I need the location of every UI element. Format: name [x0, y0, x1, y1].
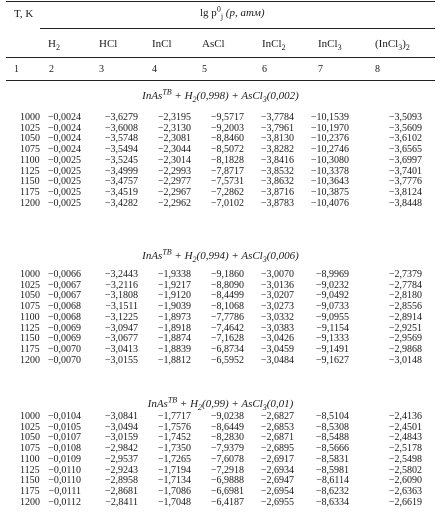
- col-number: 7: [318, 64, 323, 75]
- cell-ascl: −7,8717: [210, 165, 244, 177]
- col-number: 6: [262, 64, 267, 75]
- cell-incl: −2,3195: [157, 112, 191, 123]
- cell-incl3: −9,1627: [315, 354, 349, 366]
- cell-incl: −1,7717: [157, 411, 191, 422]
- cell-incl2: −3,0484: [260, 354, 294, 366]
- col-number: 4: [152, 64, 157, 75]
- cell-incl3-dimer: −3,5609: [388, 122, 422, 134]
- cell-incl3-dimer: −3,5093: [388, 112, 422, 123]
- cell-incl2: −2,6895: [260, 443, 294, 455]
- cell-incl: −1,7048: [157, 496, 191, 508]
- cell-temperature: 1000: [20, 411, 40, 422]
- cell-hcl: −3,4519: [104, 186, 138, 198]
- pressure-group-header: [200, 4, 265, 22]
- column-number-rule: [6, 80, 435, 81]
- cell-temperature: 1125: [20, 322, 40, 334]
- cell-h2: −0,0109: [47, 453, 81, 465]
- cell-incl2: −3,7961: [260, 122, 294, 134]
- cell-temperature: 1000: [20, 269, 40, 280]
- cell-hcl: −3,5494: [104, 144, 138, 156]
- col-header-incl: InCl: [152, 38, 172, 50]
- group-sub: j: [220, 12, 224, 22]
- table-row: [0, 355, 441, 366]
- cell-incl2: −3,8716: [260, 186, 294, 198]
- cell-incl: −2,3130: [157, 122, 191, 134]
- table-row: [0, 133, 441, 144]
- table-row: [0, 112, 441, 123]
- cell-incl: −2,2977: [157, 176, 191, 188]
- group-tail: (p, атм): [223, 7, 265, 19]
- cell-incl: −1,8918: [157, 322, 191, 334]
- cell-temperature: 1150: [20, 176, 40, 188]
- cell-incl2: −3,8130: [260, 133, 294, 145]
- cell-incl2: −2,6871: [260, 432, 294, 444]
- header-group-rule: [40, 28, 435, 29]
- cell-h2: −0,0066: [47, 269, 81, 280]
- cell-incl3-dimer: −2,9868: [388, 343, 422, 355]
- cell-hcl: −3,0947: [104, 322, 138, 334]
- cell-incl3-dimer: −2,4501: [388, 421, 422, 433]
- cell-incl: −2,2993: [157, 165, 191, 177]
- cell-temperature: 1100: [20, 453, 40, 465]
- cell-ascl: −7,2862: [210, 186, 244, 198]
- cell-incl3: −10,3643: [310, 176, 349, 188]
- table-row: [0, 344, 441, 355]
- cell-hcl: −3,0159: [104, 432, 138, 444]
- cell-incl3-dimer: −2,7784: [388, 279, 422, 291]
- cell-hcl: −2,9537: [104, 453, 138, 465]
- cell-incl3-dimer: −2,8914: [388, 311, 422, 323]
- table-row: [0, 290, 441, 301]
- cell-temperature: 1050: [20, 290, 40, 302]
- cell-incl3-dimer: −3,0148: [388, 354, 422, 366]
- cell-temperature: 1150: [20, 475, 40, 487]
- cell-incl3-dimer: −3,8124: [388, 186, 422, 198]
- cell-incl: −2,3081: [157, 133, 191, 145]
- cell-incl3: −9,1491: [315, 343, 349, 355]
- cell-incl3-dimer: −2,4843: [388, 432, 422, 444]
- cell-ascl: −7,1628: [210, 333, 244, 345]
- cell-ascl: −8,8090: [210, 279, 244, 291]
- table-row: [0, 497, 441, 508]
- col-number: 8: [375, 64, 380, 75]
- section-title: InAs$^{ТВ}$ + $H_2(0,99)$ + AsCl$_3$(0,01): [147, 395, 294, 413]
- col-header-ascl: AsCl: [202, 38, 225, 50]
- cell-incl3: −9,1154: [316, 322, 349, 334]
- cell-incl3: −9,0733: [315, 301, 349, 313]
- cell-h2: −0,0025: [47, 197, 81, 209]
- cell-ascl: −8,4499: [210, 290, 244, 302]
- cell-h2: −0,0025: [47, 176, 81, 188]
- cell-incl3-dimer: −3,6565: [388, 144, 422, 156]
- cell-hcl: −3,6008: [104, 122, 138, 134]
- cell-h2: −0,0070: [47, 343, 81, 355]
- table-row: [0, 475, 441, 486]
- col-number: 1: [14, 64, 19, 75]
- header-bottom-rule: [6, 57, 435, 58]
- cell-hcl: −2,9243: [104, 464, 138, 476]
- table-row: [0, 443, 441, 454]
- cell-incl: −1,7134: [157, 475, 191, 487]
- cell-incl3-dimer: −2,8556: [388, 301, 422, 313]
- cell-incl3: −8,6114: [316, 475, 349, 487]
- cell-incl: −1,7576: [157, 421, 191, 433]
- cell-hcl: −3,0677: [104, 333, 138, 345]
- cell-h2: −0,0070: [47, 354, 81, 366]
- cell-temperature: 1200: [20, 354, 40, 366]
- table-row: [0, 422, 441, 433]
- cell-incl3: −10,1539: [310, 112, 349, 123]
- cell-temperature: 1025: [20, 421, 40, 433]
- cell-incl2: −2,6853: [260, 421, 294, 433]
- cell-temperature: 1125: [20, 464, 40, 476]
- cell-incl3-dimer: −2,5178: [388, 443, 422, 455]
- col-header-h2: $H_2$: [48, 38, 60, 53]
- col-number: 2: [49, 64, 54, 75]
- cell-hcl: −3,2443: [104, 269, 138, 280]
- col-number: 3: [99, 64, 104, 75]
- cell-incl3: −10,2746: [310, 144, 349, 156]
- cell-h2: −0,0069: [47, 322, 81, 334]
- cell-incl: −1,9338: [157, 269, 191, 280]
- cell-ascl: −7,0102: [210, 197, 244, 209]
- cell-hcl: −3,4282: [104, 197, 138, 209]
- cell-incl3: −10,1970: [310, 122, 349, 134]
- cell-incl3-dimer: −3,7401: [388, 165, 422, 177]
- cell-ascl: −6,9888: [210, 475, 244, 487]
- cell-hcl: −2,8958: [104, 475, 138, 487]
- cell-h2: −0,0111: [48, 485, 81, 497]
- cell-incl3: −10,4076: [310, 197, 349, 209]
- cell-temperature: 1075: [20, 301, 40, 313]
- cell-incl3: −8,6334: [315, 496, 349, 508]
- cell-incl: −1,9039: [157, 301, 191, 313]
- cell-incl3-dimer: −2,7379: [388, 269, 422, 280]
- cell-hcl: −3,4757: [104, 176, 138, 188]
- cell-incl3-dimer: −3,6102: [388, 133, 422, 145]
- cell-ascl: −7,6078: [210, 453, 244, 465]
- cell-h2: −0,0024: [47, 112, 81, 123]
- cell-ascl: −8,1068: [210, 301, 244, 313]
- cell-incl: −1,8973: [157, 311, 191, 323]
- cell-incl: −2,2967: [157, 186, 191, 198]
- cell-incl2: −2,6827: [260, 411, 294, 422]
- cell-incl3: −8,5666: [315, 443, 349, 455]
- cell-incl: −1,9217: [157, 279, 191, 291]
- cell-incl: −1,7086: [157, 485, 191, 497]
- cell-incl: −2,3044: [157, 144, 191, 156]
- cell-incl: −1,7350: [157, 443, 191, 455]
- cell-ascl: −9,5717: [210, 112, 244, 123]
- cell-h2: −0,0068: [47, 301, 81, 313]
- cell-hcl: −3,6279: [104, 112, 138, 123]
- cell-h2: −0,0025: [47, 186, 81, 198]
- cell-incl: −1,8839: [157, 343, 191, 355]
- cell-h2: −0,0024: [47, 144, 81, 156]
- table-row: [0, 144, 441, 155]
- cell-incl: −2,3014: [157, 154, 191, 166]
- table-row: [0, 301, 441, 312]
- cell-incl: −1,7452: [157, 432, 191, 444]
- cell-ascl: −9,2003: [210, 122, 244, 134]
- cell-incl3: −10,2376: [310, 133, 349, 145]
- group-label: lg p: [200, 7, 217, 19]
- cell-h2: −0,0024: [47, 133, 81, 145]
- cell-ascl: −8,2830: [210, 432, 244, 444]
- cell-temperature: 1100: [20, 311, 40, 323]
- cell-temperature: 1000: [20, 112, 40, 123]
- table-row: [0, 486, 441, 497]
- cell-h2: −0,0067: [47, 279, 81, 291]
- cell-incl2: −2,6917: [260, 453, 294, 465]
- cell-ascl: −6,5952: [210, 354, 244, 366]
- cell-incl2: −3,8282: [260, 144, 294, 156]
- cell-incl3: −8,5104: [315, 411, 349, 422]
- col-header-hcl: HCl: [99, 38, 118, 50]
- cell-incl: −2,2962: [157, 197, 191, 209]
- cell-incl3: −10,3378: [310, 165, 349, 177]
- cell-incl3-dimer: −2,6363: [388, 485, 422, 497]
- cell-incl: −1,7194: [157, 464, 191, 476]
- cell-incl3: −9,0955: [315, 311, 349, 323]
- cell-incl3-dimer: −2,6090: [388, 475, 422, 487]
- cell-ascl: −8,8460: [210, 133, 244, 145]
- cell-h2: −0,0067: [47, 290, 81, 302]
- col-header-incl2: InCl$_2$: [262, 38, 286, 53]
- cell-temperature: 1200: [20, 496, 40, 508]
- cell-h2: −0,0107: [47, 432, 81, 444]
- cell-ascl: −7,5731: [210, 176, 244, 188]
- cell-ascl: −6,6981: [210, 485, 244, 497]
- table-row: [0, 166, 441, 177]
- cell-incl3: −8,9969: [315, 269, 349, 280]
- cell-temperature: 1025: [20, 122, 40, 134]
- cell-h2: −0,0108: [47, 443, 81, 455]
- cell-incl3-dimer: −3,8448: [388, 197, 422, 209]
- cell-ascl: −8,6449: [210, 421, 244, 433]
- cell-temperature: 1050: [20, 133, 40, 145]
- table-row: [0, 198, 441, 209]
- group-sup: 0: [216, 4, 221, 14]
- cell-ascl: −7,2918: [210, 464, 244, 476]
- cell-temperature: 1075: [20, 443, 40, 455]
- cell-hcl: −3,1511: [105, 301, 138, 313]
- cell-incl2: −3,0332: [260, 311, 294, 323]
- table-top-rule: [6, 1, 435, 2]
- cell-incl3-dimer: −2,6619: [388, 496, 422, 508]
- cell-h2: −0,0110: [48, 475, 81, 487]
- cell-incl3: −9,0232: [315, 279, 349, 291]
- cell-temperature: 1200: [20, 197, 40, 209]
- cell-incl3-dimer: −2,8180: [388, 290, 422, 302]
- cell-ascl: −7,9379: [210, 443, 244, 455]
- table-row: [0, 411, 441, 422]
- cell-incl3: −8,5488: [315, 432, 349, 444]
- cell-incl2: −3,8783: [260, 197, 294, 209]
- cell-incl2: −3,0383: [260, 322, 294, 334]
- cell-incl3: −9,0492: [315, 290, 349, 302]
- cell-hcl: −3,1808: [104, 290, 138, 302]
- cell-incl3-dimer: −2,5498: [388, 453, 422, 465]
- cell-hcl: −3,0841: [104, 411, 138, 422]
- table-row: [0, 269, 441, 280]
- col-number: 5: [202, 64, 207, 75]
- cell-temperature: 1175: [20, 343, 40, 355]
- cell-incl2: −3,0070: [260, 269, 294, 280]
- cell-incl3: −8,5981: [315, 464, 349, 476]
- cell-h2: −0,0024: [47, 122, 81, 134]
- cell-ascl: −6,4187: [210, 496, 244, 508]
- cell-incl3: −8,5308: [315, 421, 349, 433]
- table-row: [0, 176, 441, 187]
- cell-incl2: −3,0207: [260, 290, 294, 302]
- cell-incl2: −2,6947: [260, 475, 294, 487]
- cell-temperature: 1125: [20, 165, 40, 177]
- cell-incl3-dimer: −2,9569: [388, 333, 422, 345]
- table-row: [0, 155, 441, 166]
- cell-h2: −0,0068: [47, 311, 81, 323]
- cell-h2: −0,0069: [47, 333, 81, 345]
- cell-incl3-dimer: −2,9251: [388, 322, 422, 334]
- cell-ascl: −9,1860: [210, 269, 244, 280]
- cell-h2: −0,0025: [47, 154, 81, 166]
- cell-h2: −0,0025: [47, 165, 81, 177]
- cell-incl3: −10,3080: [310, 154, 349, 166]
- cell-hcl: −3,0413: [104, 343, 138, 355]
- table-row: [0, 123, 441, 134]
- cell-ascl: −6,8734: [210, 343, 244, 355]
- cell-incl2: −2,6954: [260, 485, 294, 497]
- col-header-incl3: InCl$_3$: [318, 38, 342, 53]
- cell-incl3: −8,6232: [315, 485, 349, 497]
- cell-temperature: 1175: [20, 186, 40, 198]
- cell-hcl: −3,0155: [104, 354, 138, 366]
- cell-incl: −1,8812: [157, 354, 191, 366]
- section-title: InAs$^{ТВ}$ + $H_2(0,998)$ + AsCl$_3$(0,002): [142, 87, 299, 105]
- cell-temperature: 1175: [20, 485, 40, 497]
- cell-hcl: −3,5245: [104, 154, 138, 166]
- cell-temperature: 1100: [20, 154, 40, 166]
- cell-hcl: −2,8411: [105, 496, 138, 508]
- cell-incl3: −8,5831: [315, 453, 349, 465]
- cell-incl2: −2,6955: [260, 496, 294, 508]
- cell-incl3-dimer: −2,5802: [388, 464, 422, 476]
- col-header-incl3-dimer: $(InCl_3)_2$: [375, 38, 410, 53]
- cell-temperature: 1150: [20, 333, 40, 345]
- cell-temperature: 1075: [20, 144, 40, 156]
- cell-incl2: −3,0459: [260, 343, 294, 355]
- cell-incl: −1,7265: [157, 453, 191, 465]
- cell-incl2: −3,7784: [260, 112, 294, 123]
- cell-ascl: −8,1828: [210, 154, 244, 166]
- cell-incl3-dimer: −2,4136: [388, 411, 422, 422]
- table-row: [0, 323, 441, 334]
- section-title: InAs$^{ТВ}$ + $H_2(0,994)$ + AsCl$_3$(0,006): [142, 247, 299, 265]
- cell-ascl: −7,7786: [210, 311, 244, 323]
- cell-hcl: −2,8681: [104, 485, 138, 497]
- cell-incl: −1,8874: [157, 333, 191, 345]
- cell-incl2: −3,0136: [260, 279, 294, 291]
- cell-ascl: −8,5072: [210, 144, 244, 156]
- cell-temperature: 1025: [20, 279, 40, 291]
- cell-ascl: −9,0238: [210, 411, 244, 422]
- table-row: [0, 187, 441, 198]
- cell-incl2: −2,6934: [260, 464, 294, 476]
- table-row: [0, 333, 441, 344]
- cell-h2: −0,0105: [47, 421, 81, 433]
- cell-hcl: −3,1225: [104, 311, 138, 323]
- cell-incl2: −3,8632: [260, 176, 294, 188]
- cell-h2: −0,0110: [48, 464, 81, 476]
- cell-incl3: −10,3875: [310, 186, 349, 198]
- cell-incl2: −3,0273: [260, 301, 294, 313]
- cell-incl3-dimer: −3,6997: [388, 154, 422, 166]
- cell-incl3-dimer: −3,7776: [388, 176, 422, 188]
- cell-hcl: −3,0494: [104, 421, 138, 433]
- cell-h2: −0,0104: [47, 411, 81, 422]
- cell-hcl: −3,2116: [105, 279, 138, 291]
- cell-hcl: −3,5748: [104, 133, 138, 145]
- table-row: [0, 432, 441, 443]
- cell-h2: −0,0112: [48, 496, 81, 508]
- cell-incl2: −3,8532: [260, 165, 294, 177]
- table-row: [0, 312, 441, 323]
- cell-incl: −1,9120: [157, 290, 191, 302]
- cell-incl2: −3,8416: [260, 154, 294, 166]
- cell-ascl: −7,4642: [210, 322, 244, 334]
- cell-hcl: −3,4999: [104, 165, 138, 177]
- cell-hcl: −2,9842: [104, 443, 138, 455]
- cell-incl3: −9,1333: [315, 333, 349, 345]
- cell-temperature: 1050: [20, 432, 40, 444]
- temperature-header: T, K: [14, 8, 34, 20]
- table-row: [0, 280, 441, 291]
- table-row: [0, 454, 441, 465]
- cell-incl2: −3,0426: [260, 333, 294, 345]
- table-row: [0, 465, 441, 476]
